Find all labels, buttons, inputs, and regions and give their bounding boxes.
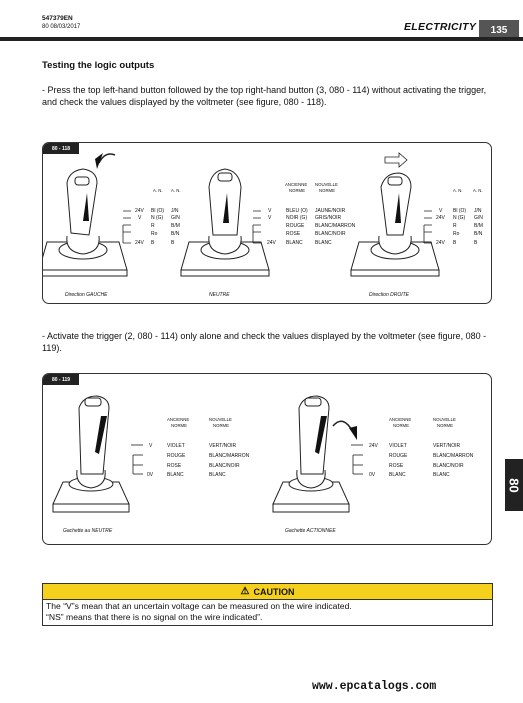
svg-text:N (G): N (G) (453, 215, 466, 221)
page-number: 135 (479, 20, 519, 40)
paragraph-2: - Activate the trigger (2, 080 - 114) only alone and check the values displayed by the voltmeter (see figure, 080 - 119). (42, 331, 487, 353)
svg-text:ROUGE: ROUGE (389, 453, 408, 459)
middle-values (267, 208, 356, 246)
svg-text:VIOLET: VIOLET (167, 443, 185, 449)
svg-text:B: B (453, 240, 457, 246)
svg-text:B: B (474, 240, 478, 246)
svg-text:B: B (171, 240, 175, 246)
svg-text:ROSE: ROSE (389, 463, 404, 469)
caution-body (43, 600, 492, 625)
svg-text:Ro: Ro (151, 231, 158, 237)
svg-text:JAUNE/NOIR: JAUNE/NOIR (315, 208, 346, 214)
figure-80-119-tag: 80 - 119 (43, 374, 79, 385)
figure-80-118-drawing (43, 143, 491, 303)
norme-header-new-3: NORME (437, 423, 453, 428)
caption-neutre: NEUTRE (209, 292, 230, 298)
trigger-right-values (369, 443, 474, 478)
paragraph-1: - Press the top left-hand button followed by the top right-hand button (3, 080 - 114) without activating the trigger, and check the values displayed by the voltmeter (see figure, 080 - 118). (42, 85, 487, 107)
svg-text:VIOLET: VIOLET (389, 443, 407, 449)
norme-header-new: NORME (319, 188, 335, 193)
svg-text:R: R (151, 223, 155, 229)
figure-80-118 (42, 142, 492, 304)
svg-text:BLANC/MARRON: BLANC/MARRON (433, 453, 474, 459)
figure-80-119-drawing (43, 374, 491, 544)
svg-text:24V: 24V (267, 240, 276, 246)
svg-text:B: B (151, 240, 155, 246)
trigger-joystick-right (273, 396, 357, 512)
svg-text:V: V (138, 215, 142, 221)
svg-text:ROUGE: ROUGE (167, 453, 186, 459)
caution-box (42, 583, 493, 626)
wiring-right (424, 211, 432, 243)
svg-text:24V: 24V (436, 215, 445, 221)
svg-text:0V: 0V (147, 472, 154, 478)
svg-text:Bl (O): Bl (O) (453, 208, 467, 214)
right-values (436, 208, 483, 246)
svg-text:V: V (149, 443, 153, 449)
left-values (135, 208, 180, 246)
watermark: www.epcatalogs.com (312, 680, 437, 693)
svg-text:24V: 24V (135, 208, 144, 214)
trigger-joystick-left (53, 396, 129, 512)
svg-text:BLANC: BLANC (167, 472, 184, 478)
section-name: ELECTRICITY (404, 21, 477, 33)
ancienne-header-2: ANCIENNE (167, 417, 190, 422)
svg-text:ROSE: ROSE (286, 231, 301, 237)
caption-gachette-neutre: Gachette au NEUTRE (63, 528, 113, 534)
svg-text:J/N: J/N (171, 208, 179, 214)
nouvelle-header: NOUVELLE (315, 182, 338, 187)
wiring-left (123, 211, 131, 243)
caution-line-1: The “V”s mean that an uncertain voltage can be measured on the wire indicated. (46, 601, 352, 611)
wiring-middle (253, 211, 261, 243)
svg-text:BLANC: BLANC (286, 240, 303, 246)
header-rule (0, 37, 523, 41)
svg-text:B/N: B/N (171, 231, 180, 237)
norme-header-old-3: NORME (393, 423, 409, 428)
svg-text:BLEU (O): BLEU (O) (286, 208, 308, 214)
svg-text:V: V (439, 208, 443, 214)
trigger-left-values (147, 443, 250, 478)
doc-code: 547379EN (42, 15, 73, 22)
svg-text:ROUGE: ROUGE (286, 223, 305, 229)
caution-header (43, 584, 492, 600)
svg-text:G/N: G/N (171, 215, 180, 221)
ancienne-header: ANCIENNE (285, 182, 308, 187)
svg-text:BLANC/MARRON: BLANC/MARRON (315, 223, 356, 229)
svg-text:BLANC/MARRON: BLANC/MARRON (209, 453, 250, 459)
svg-text:BLANC/NOIR: BLANC/NOIR (433, 463, 464, 469)
chapter-side-tab: 80 (505, 459, 523, 511)
caution-title: CAUTION (253, 586, 295, 597)
doc-date: 80 08/03/2017 (42, 24, 81, 30)
joystick-left (43, 153, 127, 276)
svg-text:0V: 0V (369, 472, 376, 478)
svg-text:G/N: G/N (474, 215, 483, 221)
svg-text:VERT/NOIR: VERT/NOIR (209, 443, 237, 449)
norme-header-old: NORME (289, 188, 305, 193)
figure-80-118-tag: 80 - 118 (43, 143, 79, 154)
svg-text:Ro: Ro (453, 231, 460, 237)
an-header-3: A. N. (453, 188, 463, 193)
caution-line-2: “NS” means that there is no signal on the wire indicated”. (46, 612, 263, 622)
svg-text:B/M: B/M (171, 223, 180, 229)
caption-gachette-actionnee: Gachette ACTIONNEE (285, 528, 336, 534)
section-title: Testing the logic outputs (42, 60, 155, 71)
svg-text:BLANC: BLANC (209, 472, 226, 478)
svg-text:R: R (453, 223, 457, 229)
an-header-1: A. N. (153, 188, 163, 193)
svg-text:24V: 24V (369, 443, 378, 449)
svg-text:N (G): N (G) (151, 215, 164, 221)
nouvelle-header-2: NOUVELLE (209, 417, 232, 422)
svg-text:Bl (O): Bl (O) (151, 208, 165, 214)
trigger-wiring-left (131, 445, 143, 474)
nouvelle-header-3: NOUVELLE (433, 417, 456, 422)
joystick-right (351, 153, 439, 276)
svg-text:B/N: B/N (474, 231, 483, 237)
document-reference (42, 15, 80, 31)
joystick-middle (181, 169, 269, 276)
caption-direction-droite: Direction DROITE (369, 292, 410, 298)
svg-text:NOIR (G): NOIR (G) (286, 215, 308, 221)
figure-80-119 (42, 373, 492, 545)
svg-text:BLANC/NOIR: BLANC/NOIR (315, 231, 346, 237)
svg-text:VERT/NOIR: VERT/NOIR (433, 443, 461, 449)
svg-text:V: V (268, 215, 272, 221)
svg-text:ROSE: ROSE (167, 463, 182, 469)
svg-text:BLANC: BLANC (433, 472, 450, 478)
svg-text:BLANC: BLANC (389, 472, 406, 478)
caption-direction-gauche: Direction GAUCHE (65, 292, 108, 298)
svg-text:BLANC: BLANC (315, 240, 332, 246)
an-header-2: A. N. (171, 188, 181, 193)
svg-text:24V: 24V (135, 240, 144, 246)
svg-text:GRIS/NOIR: GRIS/NOIR (315, 215, 342, 221)
an-header-4: A. N. (473, 188, 483, 193)
warning-icon: ⚠ (240, 586, 250, 597)
norme-header-old-2: NORME (171, 423, 187, 428)
svg-text:B/M: B/M (474, 223, 483, 229)
norme-header-new-2: NORME (213, 423, 229, 428)
trigger-wiring-right (351, 445, 363, 474)
svg-text:V: V (268, 208, 272, 214)
svg-text:24V: 24V (436, 240, 445, 246)
ancienne-header-3: ANCIENNE (389, 417, 412, 422)
svg-text:BLANC/NOIR: BLANC/NOIR (209, 463, 240, 469)
svg-text:J/N: J/N (474, 208, 482, 214)
